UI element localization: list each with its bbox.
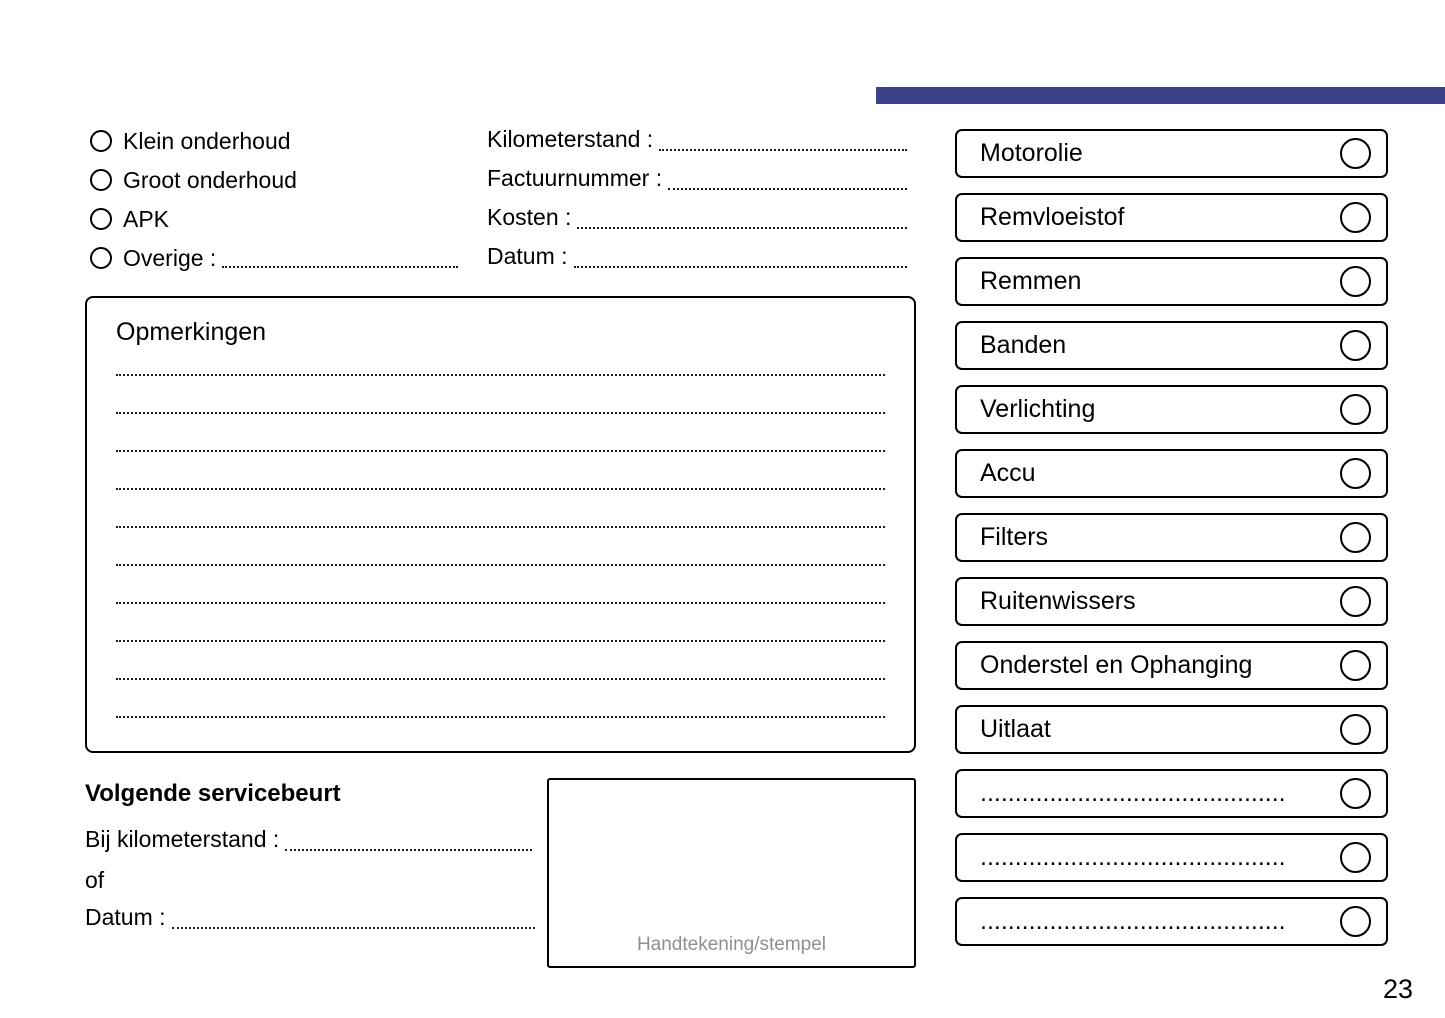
remarks-box (85, 296, 916, 753)
checklist-item-label: ............................................ (980, 907, 1286, 935)
kilometerstand-input-line[interactable] (659, 149, 907, 151)
checklist-item-label: Ruitenwissers (980, 587, 1136, 615)
page-number: 23 (1383, 974, 1414, 1004)
check-circle-icon[interactable] (1340, 266, 1371, 297)
remarks-lines (116, 338, 885, 718)
checklist-item-label: Filters (980, 523, 1049, 551)
signature-label: Handtekening/stempel (636, 934, 827, 955)
service-type-options (90, 126, 458, 273)
kosten-input-line[interactable] (577, 227, 907, 229)
remarks-line (116, 528, 885, 566)
next-service-or-label: of (85, 867, 105, 893)
check-circle-icon[interactable] (1340, 906, 1371, 937)
next-service-mileage-input-line[interactable] (285, 849, 532, 851)
checklist-item-label: ............................................ (980, 843, 1286, 871)
checklist-item-label: ............................................ (980, 779, 1286, 807)
checklist-item-remmen (955, 257, 1388, 306)
radio-klein-onderhoud-icon[interactable] (90, 130, 112, 152)
remarks-line (116, 604, 885, 642)
checklist-item-banden (955, 321, 1388, 370)
remarks-line (116, 490, 885, 528)
checklist-item-label: Motorolie (980, 139, 1083, 167)
checklist-item-motorolie (955, 129, 1388, 178)
option-klein-onderhoud (90, 126, 458, 156)
option-label: Overige : (123, 244, 217, 271)
datum-input-line[interactable] (574, 266, 907, 268)
checklist-item-blank-3 (955, 897, 1388, 946)
field-datum (487, 243, 907, 273)
remarks-line (116, 566, 885, 604)
option-label: APK (123, 205, 170, 232)
remarks-title: Opmerkingen (116, 318, 267, 346)
accent-bar (876, 87, 1445, 104)
checklist-item-label: Uitlaat (980, 715, 1051, 743)
checklist-item-label: Accu (980, 459, 1036, 487)
option-groot-onderhoud (90, 165, 458, 195)
check-circle-icon[interactable] (1340, 714, 1371, 745)
next-service-mileage-label: Bij kilometerstand : (85, 826, 280, 852)
check-circle-icon[interactable] (1340, 586, 1371, 617)
next-service-section (85, 780, 535, 940)
field-kosten (487, 204, 907, 234)
radio-overige-icon[interactable] (90, 247, 112, 269)
checklist-item-accu (955, 449, 1388, 498)
remarks-line (116, 376, 885, 414)
remarks-line (116, 414, 885, 452)
next-service-date-row (85, 904, 535, 934)
checklist-item-blank-1 (955, 769, 1388, 818)
checklist-item-blank-2 (955, 833, 1388, 882)
field-factuurnummer (487, 165, 907, 195)
invoice-fields (487, 126, 907, 273)
remarks-line (116, 642, 885, 680)
check-circle-icon[interactable] (1340, 458, 1371, 489)
check-circle-icon[interactable] (1340, 522, 1371, 553)
check-circle-icon[interactable] (1340, 138, 1371, 169)
check-circle-icon[interactable] (1340, 394, 1371, 425)
option-overige (90, 243, 458, 273)
next-service-date-input-line[interactable] (172, 927, 535, 929)
checklist-item-label: Banden (980, 331, 1067, 359)
field-label: Factuurnummer : (487, 165, 663, 191)
checklist-item-uitlaat (955, 705, 1388, 754)
check-circle-icon[interactable] (1340, 650, 1371, 681)
factuurnummer-input-line[interactable] (668, 188, 907, 190)
checklist-item-remvloeistof (955, 193, 1388, 242)
remarks-line (116, 338, 885, 376)
remarks-line (116, 452, 885, 490)
field-label: Datum : (487, 243, 568, 269)
checklist-item-label: Remmen (980, 267, 1082, 295)
next-service-mileage-row (85, 826, 532, 856)
check-circle-icon[interactable] (1340, 330, 1371, 361)
radio-groot-onderhoud-icon[interactable] (90, 169, 112, 191)
remarks-line (116, 680, 885, 718)
checklist-item-label: Verlichting (980, 395, 1096, 423)
checklist (955, 129, 1388, 946)
field-label: Kilometerstand : (487, 126, 654, 152)
check-circle-icon[interactable] (1340, 842, 1371, 873)
option-label: Groot onderhoud (123, 166, 297, 193)
option-apk (90, 204, 458, 234)
next-service-title: Volgende servicebeurt (85, 780, 341, 807)
checklist-item-label: Onderstel en Ophanging (980, 651, 1253, 679)
next-service-date-label: Datum : (85, 904, 166, 930)
checklist-item-filters (955, 513, 1388, 562)
field-kilometerstand (487, 126, 907, 156)
check-circle-icon[interactable] (1340, 202, 1371, 233)
field-label: Kosten : (487, 204, 572, 230)
check-circle-icon[interactable] (1340, 778, 1371, 809)
overige-input-line[interactable] (222, 266, 458, 268)
checklist-item-verlichting (955, 385, 1388, 434)
signature-box (547, 778, 916, 968)
checklist-item-label: Remvloeistof (980, 203, 1125, 231)
option-label: Klein onderhoud (123, 127, 291, 154)
radio-apk-icon[interactable] (90, 208, 112, 230)
checklist-item-ruitenwissers (955, 577, 1388, 626)
checklist-item-onderstel-en-ophanging (955, 641, 1388, 690)
